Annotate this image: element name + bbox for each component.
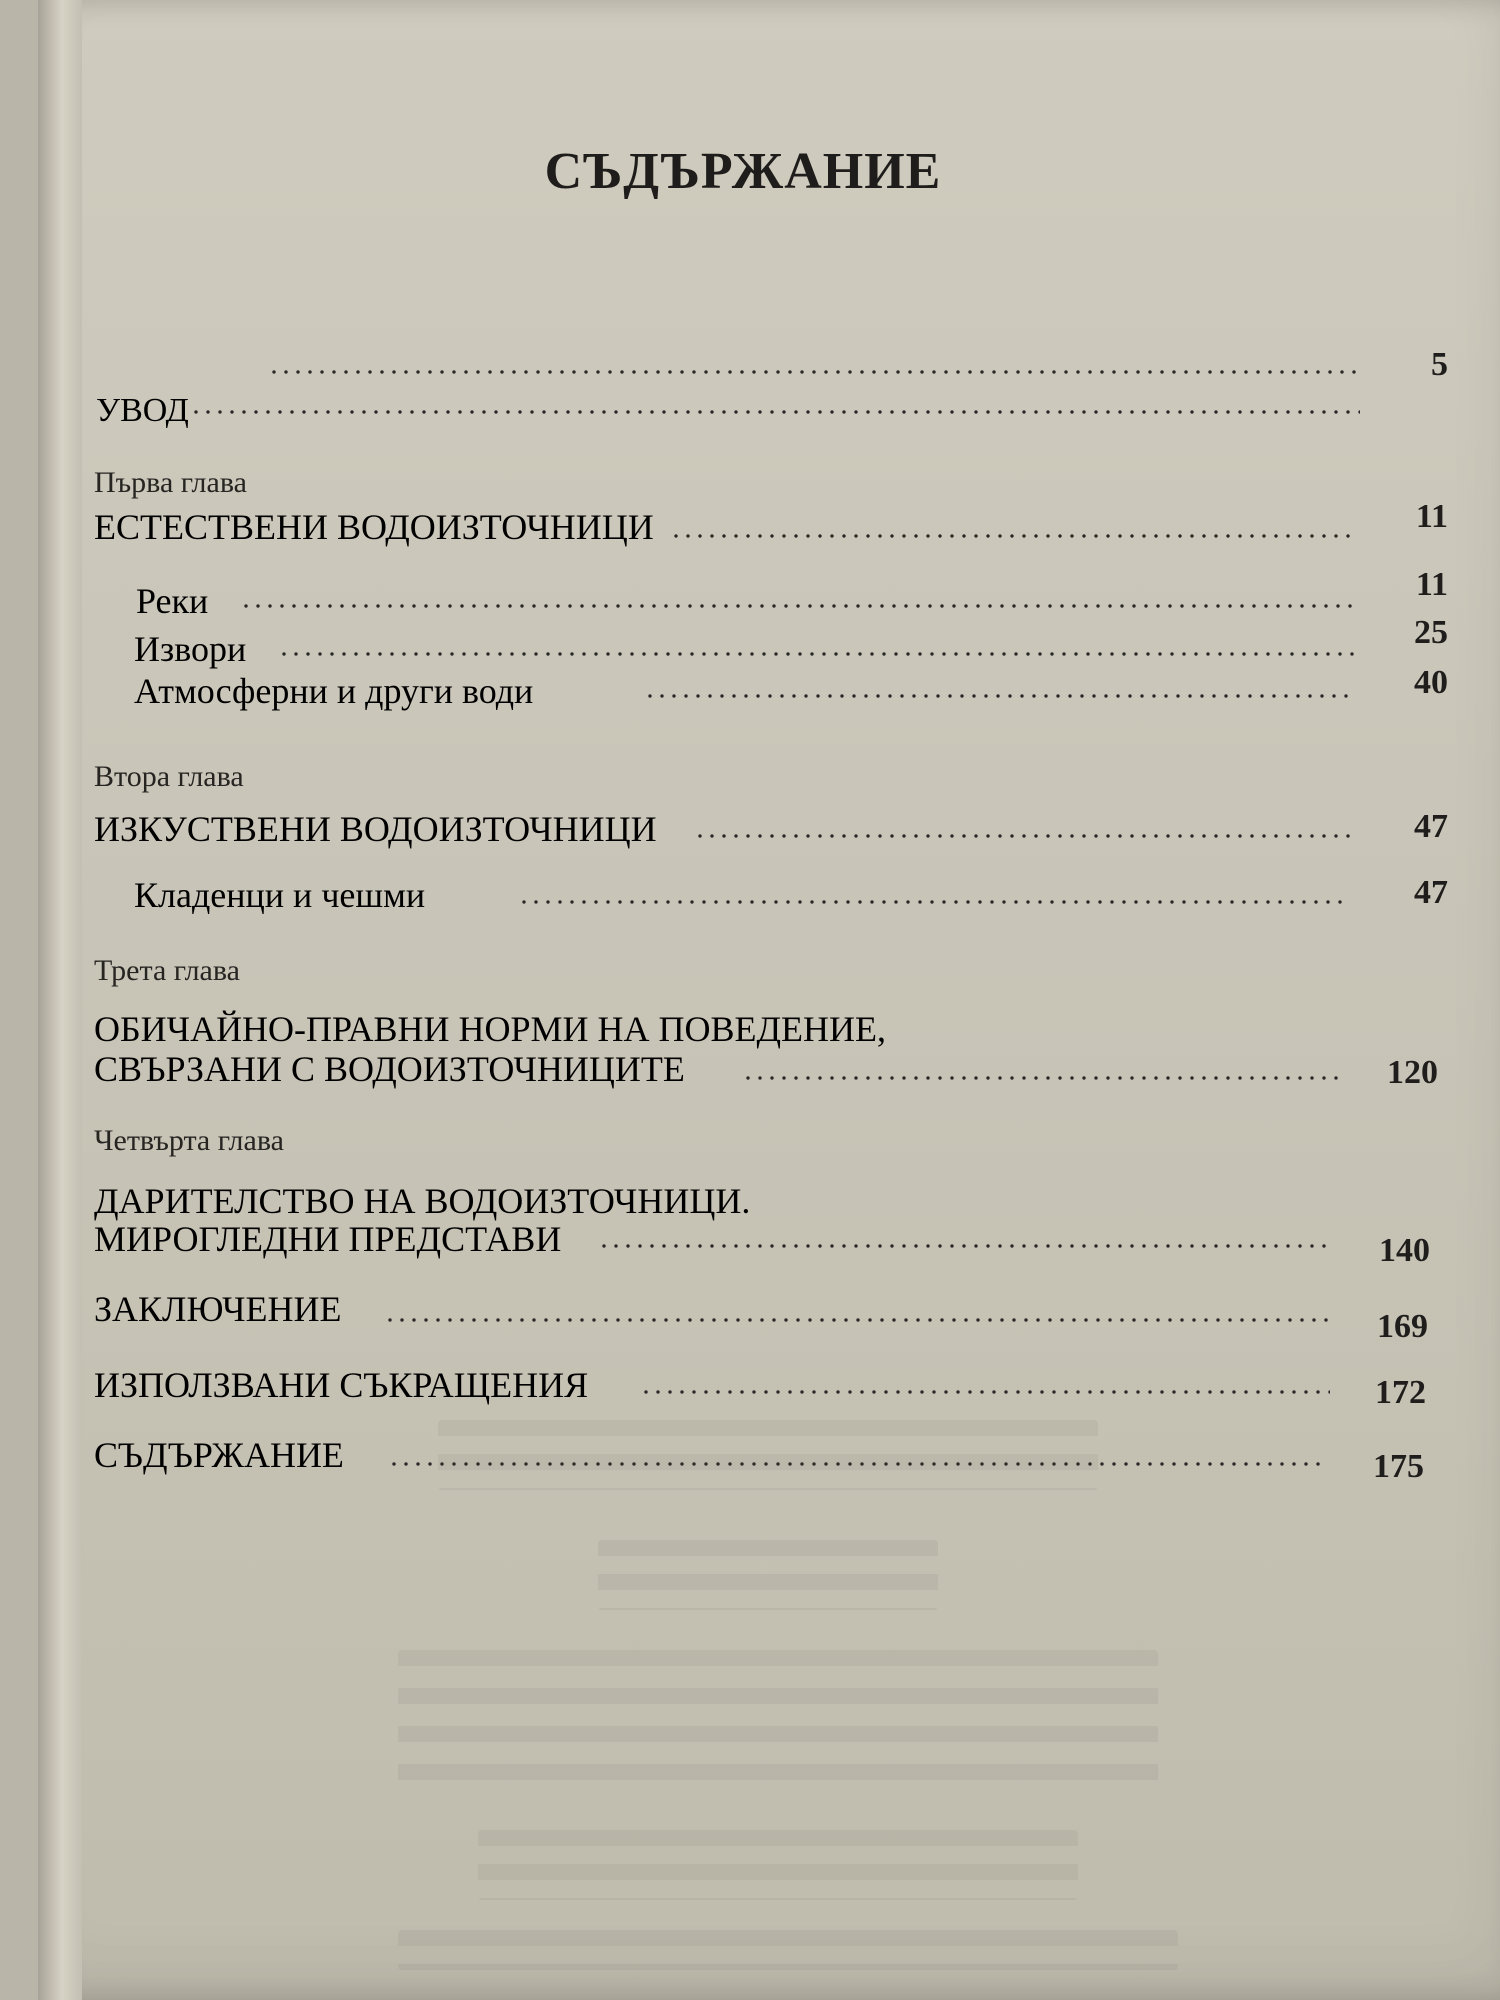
- page-title: СЪДЪРЖАНИЕ: [544, 143, 942, 200]
- chapter-label: Трета глава: [94, 954, 240, 987]
- toc-page-number: 47: [1414, 808, 1448, 845]
- toc-page-number: 11: [1415, 566, 1448, 603]
- show-through-block: [398, 1650, 1158, 1800]
- toc-dots: [598, 1244, 1334, 1248]
- toc-entry-uvod: УВОД: [96, 392, 189, 429]
- toc-entry-chapter: ИЗКУСТВЕНИ ВОДОИЗТОЧНИЦИ: [94, 809, 657, 849]
- toc-dots: [694, 834, 1350, 838]
- toc-entry-conclusion: ЗАКЛЮЧЕНИЕ: [94, 1289, 342, 1329]
- show-through-block: [478, 1830, 1078, 1900]
- toc-entry-section: Атмосферни и други води: [134, 671, 534, 711]
- toc-page-number: 47: [1414, 874, 1448, 911]
- chapter-label: Първа глава: [94, 466, 247, 499]
- toc-entry-chapter-line1: ДАРИТЕЛСТВО НА ВОДОИЗТОЧНИЦИ.: [94, 1181, 751, 1221]
- book-page: [38, 0, 1500, 2000]
- toc-entry-section: Реки: [136, 581, 209, 621]
- toc-dots: [742, 1076, 1340, 1080]
- toc-dots: [268, 370, 1364, 374]
- toc-entry-section: Кладенци и чешми: [134, 875, 426, 915]
- show-through-block: [598, 1540, 938, 1610]
- toc-dots: [518, 900, 1348, 904]
- toc-entry-contents: СЪДЪРЖАНИЕ: [94, 1435, 344, 1475]
- toc-dots: [278, 652, 1354, 656]
- toc-dots: [384, 1318, 1332, 1322]
- chapter-label: Четвърта глава: [94, 1124, 284, 1157]
- toc-page-number: 40: [1414, 664, 1448, 701]
- toc-dots: [240, 604, 1354, 608]
- toc-page-number: 140: [1379, 1232, 1430, 1269]
- chapter-label: Втора глава: [94, 760, 244, 793]
- toc-dots: [190, 410, 1360, 414]
- show-through-block: [398, 1930, 1178, 1970]
- toc-page-number: 5: [1431, 346, 1448, 383]
- toc-page-number: 11: [1415, 498, 1448, 535]
- page-binding-edge: [38, 0, 82, 2000]
- toc-dots: [670, 534, 1356, 538]
- toc-dots: [644, 694, 1352, 698]
- toc-entry-chapter-line2: СВЪРЗАНИ С ВОДОИЗТОЧНИЦИТЕ: [94, 1049, 685, 1089]
- toc-dots: [640, 1390, 1330, 1394]
- toc-entry-section: Извори: [134, 629, 247, 669]
- toc-entry-chapter: ЕСТЕСТВЕНИ ВОДОИЗТОЧНИЦИ: [94, 507, 654, 547]
- toc-page-number: 120: [1387, 1054, 1438, 1091]
- toc-page-number: 175: [1373, 1448, 1424, 1485]
- toc-entry-chapter-line2: МИРОГЛЕДНИ ПРЕДСТАВИ: [94, 1219, 562, 1259]
- toc-page-number: 25: [1414, 614, 1448, 651]
- toc-page-number: 172: [1375, 1374, 1426, 1411]
- toc-page-number: 169: [1377, 1308, 1428, 1345]
- show-through-block: [438, 1420, 1098, 1490]
- toc-entry-abbreviations: ИЗПОЛЗВАНИ СЪКРАЩЕНИЯ: [94, 1365, 589, 1405]
- toc-entry-chapter-line1: ОБИЧАЙНО-ПРАВНИ НОРМИ НА ПОВЕДЕНИЕ,: [94, 1009, 887, 1049]
